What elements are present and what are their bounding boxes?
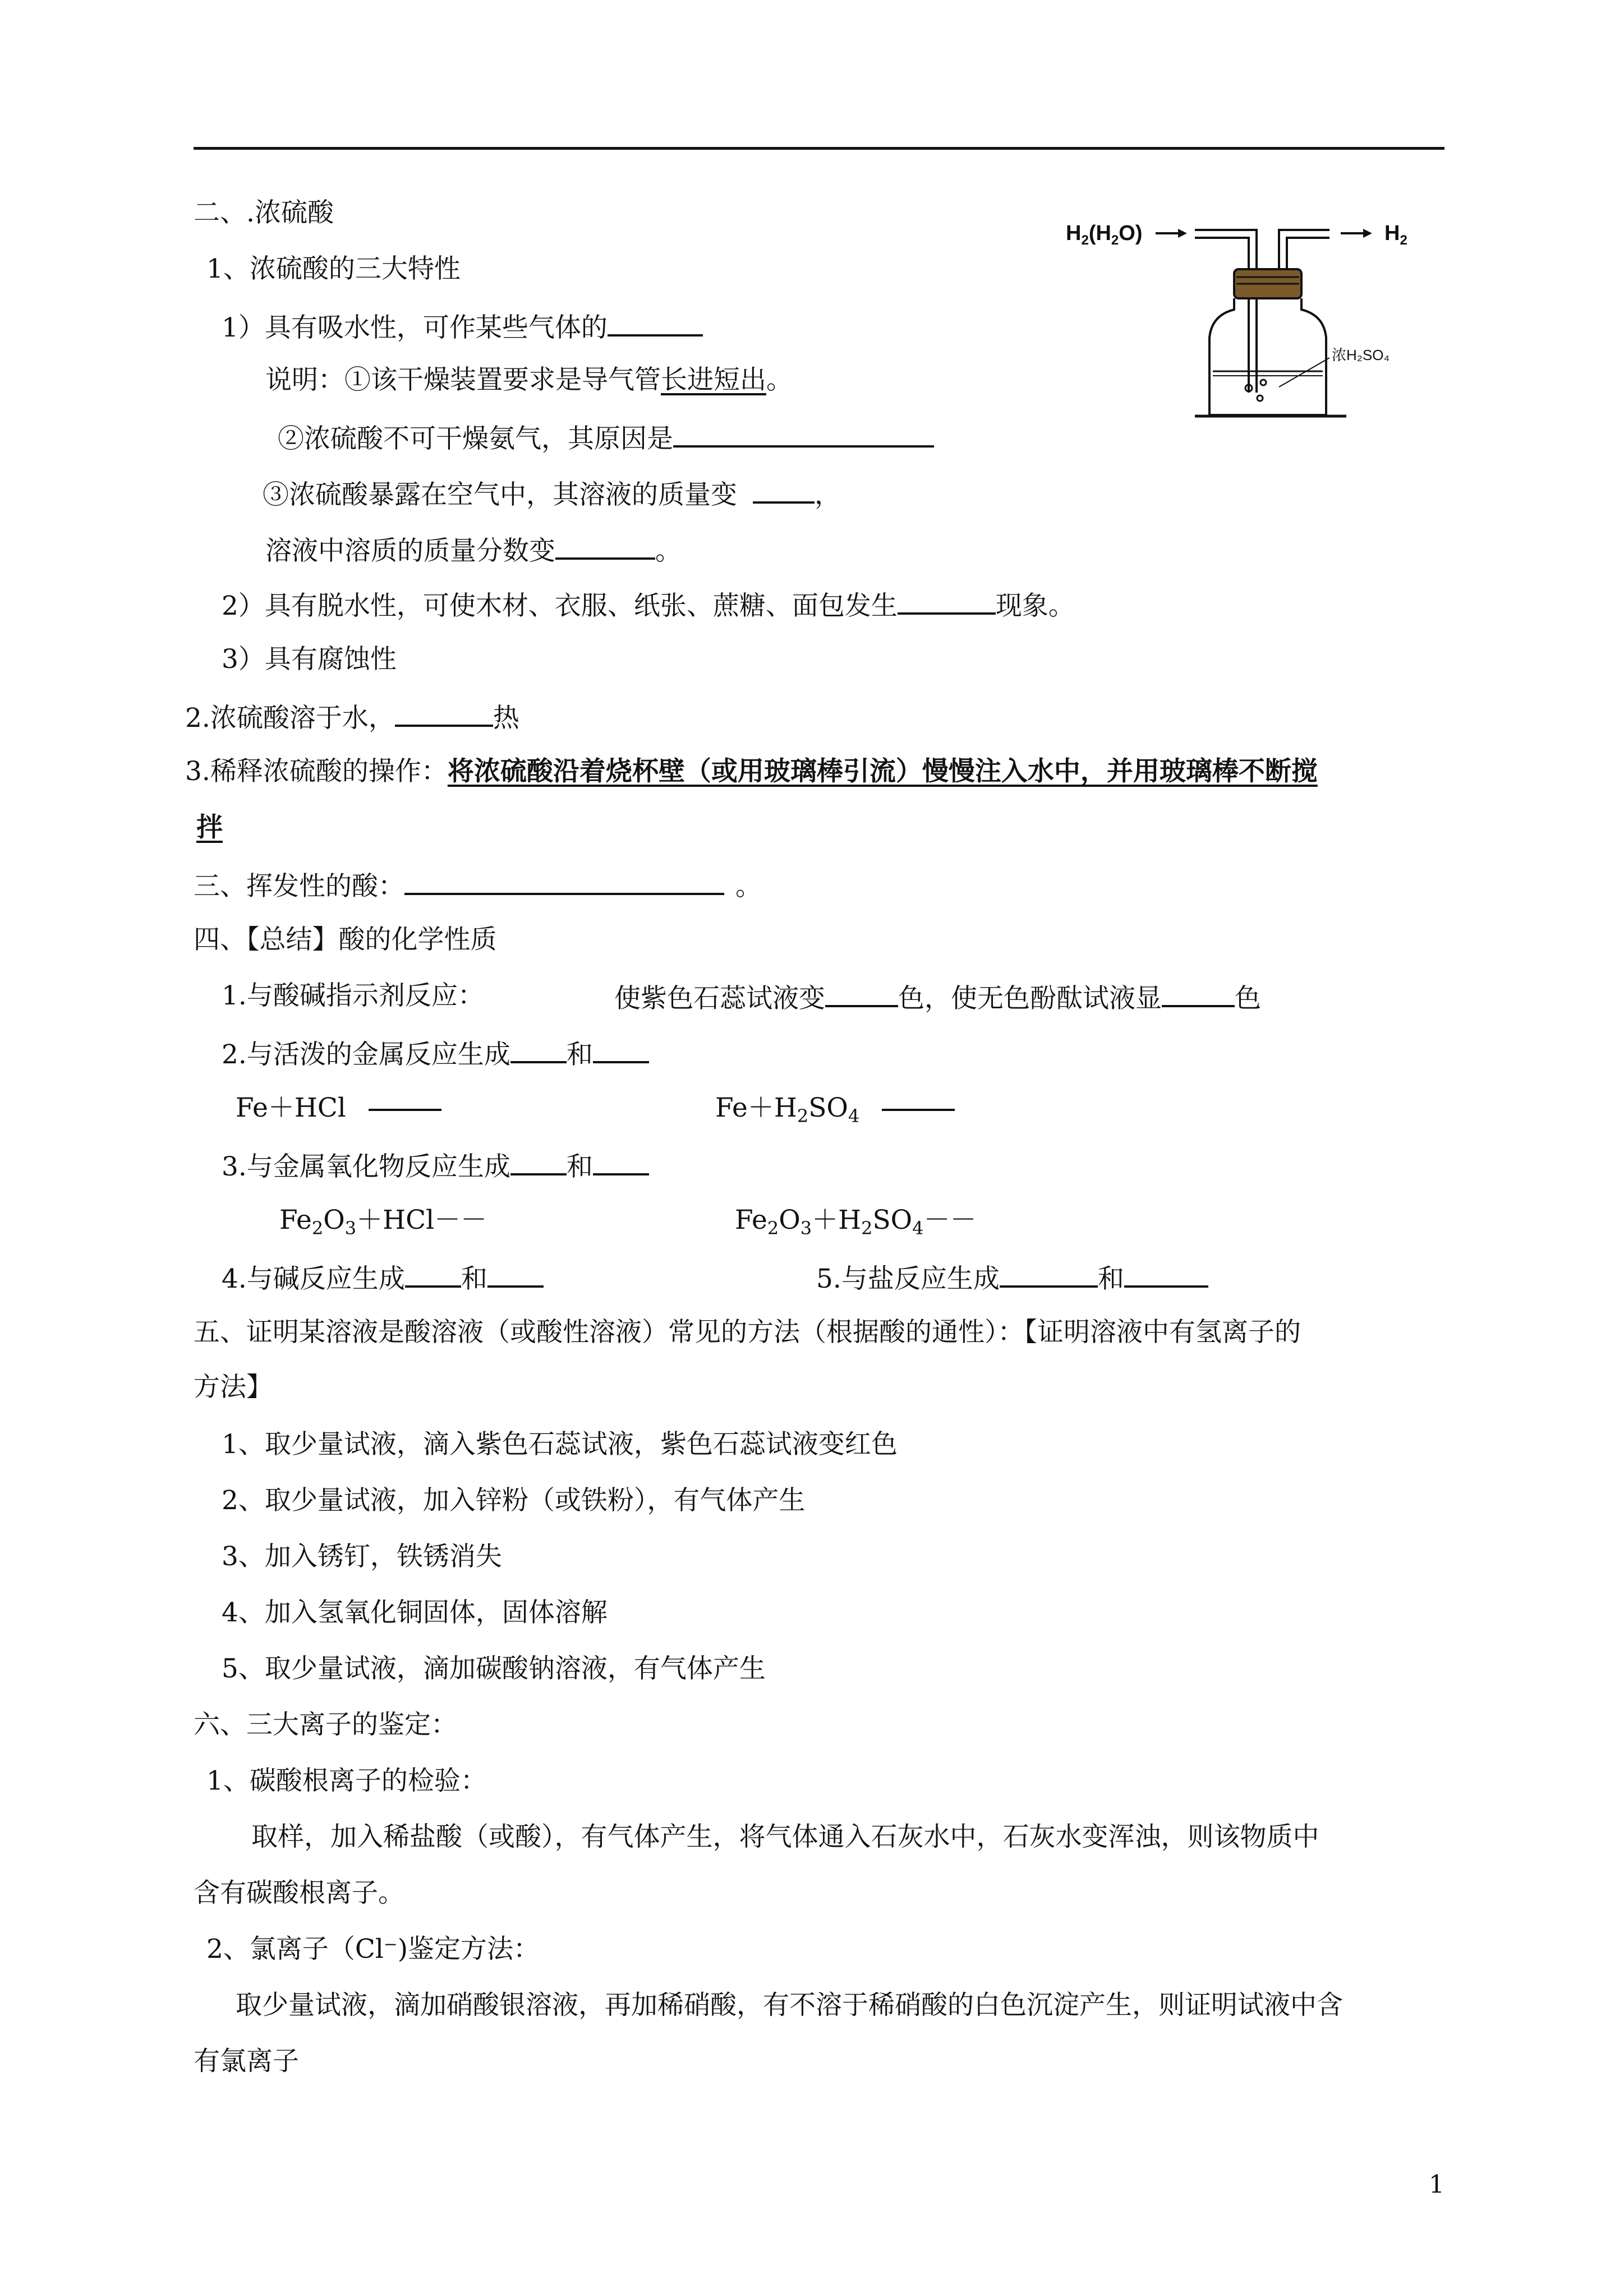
s4-equation-2a: $Fe_2O_3+HCl--$ [279, 1205, 487, 1239]
gas-bubble [1260, 380, 1266, 385]
wash-bottle [1209, 298, 1326, 415]
s2-note-2: ②浓硫酸不可干燥氨气，其原因是 [278, 419, 934, 456]
long-inlet-tube [1195, 230, 1257, 393]
gas-bubble [1257, 395, 1263, 401]
section-6-heading: 六、三大离子的鉴定： [194, 1709, 457, 1740]
section-2-heading: 二、.浓硫酸 [194, 197, 334, 228]
s2-note-3: ③浓硫酸暴露在空气中，其溶液的质量变 ， [263, 476, 841, 512]
answer-blank[interactable] [404, 867, 724, 895]
answer-blank[interactable] [898, 587, 996, 615]
s6-carbonate-text: 取样，加入稀盐酸（或酸），有气体产生，将气体通入石灰水中，石灰水变浑浊，则该物质中 [251, 1822, 1319, 1852]
s6-chloride-text-cont: 有氯离子 [194, 2046, 299, 2077]
inlet-arrow-head [1178, 229, 1187, 238]
section-5-heading: 五、证明某溶液是酸溶液（或酸性溶液）常见的方法（根据酸的通性）：【证明溶液中有氢离子的 [194, 1317, 1301, 1348]
equation-arrow [369, 1109, 441, 1111]
s4-item-4: 4.与碱反应生成 和 [222, 1260, 544, 1296]
answer-blank[interactable] [608, 308, 703, 336]
s2-paragraph-6-cont: 拌 [196, 812, 223, 843]
outlet-arrow-head [1363, 229, 1372, 238]
s2-paragraph-6: 3.稀释浓硫酸的操作：将浓硫酸沿着烧杯壁（或用玻璃棒引流）慢慢注入水中，并用玻璃棒不断搅 [185, 756, 1318, 787]
s2-paragraph-3: 2）具有脱水性，可使木材、衣服、纸张、蔗糖、面包发生 现象。 [222, 587, 1075, 623]
outlet-gas-label: $H_2$ [1384, 222, 1407, 248]
s4-equation-2b: $Fe_2O_3+H_2SO_4--$ [735, 1205, 977, 1239]
answer-blank[interactable] [673, 419, 934, 448]
section-3: 三、挥发性的酸： 。 [194, 867, 762, 903]
answer-blank[interactable] [510, 1035, 567, 1063]
section-5-heading-cont: 方法】 [194, 1372, 273, 1403]
answer-blank[interactable] [1000, 1260, 1098, 1288]
answer-blank[interactable] [593, 1147, 649, 1175]
s5-item: 3、加入锈钉，铁锈消失 [222, 1541, 502, 1572]
label-leader-line [1279, 358, 1329, 387]
answer-blank[interactable] [825, 979, 898, 1007]
s5-item: 2、取少量试液，加入锌粉（或铁粉），有气体产生 [222, 1485, 806, 1516]
s6-chloride-title: 2、氯离子（Cl⁻)鉴定方法： [206, 1934, 540, 1965]
answer-blank[interactable] [753, 476, 815, 504]
answer-blank[interactable] [555, 532, 655, 560]
page-number: 1 [1429, 2170, 1444, 2199]
s5-item: 5、取少量试液，滴加碳酸钠溶液，有气体产生 [222, 1653, 766, 1684]
answer-blank[interactable] [593, 1035, 649, 1063]
s5-item: 1、取少量试液，滴入紫色石蕊试液，紫色石蕊试液变红色 [222, 1429, 898, 1460]
drying-bottle-figure [1066, 213, 1453, 437]
answer-blank[interactable] [405, 1260, 461, 1288]
s4-item-3: 3.与金属氧化物反应生成 和 [222, 1147, 649, 1184]
s4-equation-1b: $Fe+H_2SO_4$ [715, 1091, 955, 1125]
equation-arrow [882, 1109, 955, 1111]
inlet-gas-label: $H_2(H_2O)$ [1066, 222, 1143, 248]
s2-note-1: 说明：①该干燥装置要求是导气管长进短出。 [265, 365, 793, 395]
s4-item-1: 1.与酸碱指示剂反应： [222, 980, 484, 1011]
s6-carbonate-title: 1、碳酸根离子的检验： [206, 1765, 487, 1796]
s4-item-5: 5.与盐反应生成 和 [816, 1260, 1208, 1296]
s6-carbonate-text-cont: 含有碳酸根离子。 [194, 1878, 404, 1908]
s2-paragraph-4: 3）具有腐蚀性 [222, 644, 397, 675]
answer-blank[interactable] [510, 1147, 567, 1175]
s6-chloride-text: 取少量试液，滴加硝酸银溶液，再加稀硝酸，有不溶于稀硝酸的白色沉淀产生，则证明试液中含 [236, 1990, 1343, 2021]
s2-note-4: 溶液中溶质的质量分数变 。 [265, 532, 682, 568]
answer-blank[interactable] [487, 1260, 544, 1288]
s2-paragraph-5: 2.浓硫酸溶于水， 热 [185, 699, 519, 735]
header-rule [194, 147, 1444, 150]
section-4-heading: 四、【总结】酸的化学性质 [194, 924, 497, 955]
answer-blank[interactable] [1162, 979, 1235, 1007]
answer-blank[interactable] [1124, 1260, 1208, 1288]
answer-blank[interactable] [395, 699, 493, 727]
s2-paragraph-2: 1）具有吸水性，可作某些气体的 [222, 308, 703, 345]
s2-paragraph-1: 1、浓硫酸的三大特性 [206, 253, 461, 284]
s5-item: 4、加入氢氧化铜固体，固体溶解 [222, 1597, 608, 1628]
s4-item-2: 2.与活泼的金属反应生成 和 [222, 1035, 649, 1072]
s4-item-1-detail: 使紫色石蕊试液变 色，使无色酚酞试液显 色 [614, 979, 1261, 1016]
s4-equation-1a: Fe＋HCl [236, 1091, 441, 1125]
acid-label: 浓H₂SO₄ [1332, 347, 1390, 363]
